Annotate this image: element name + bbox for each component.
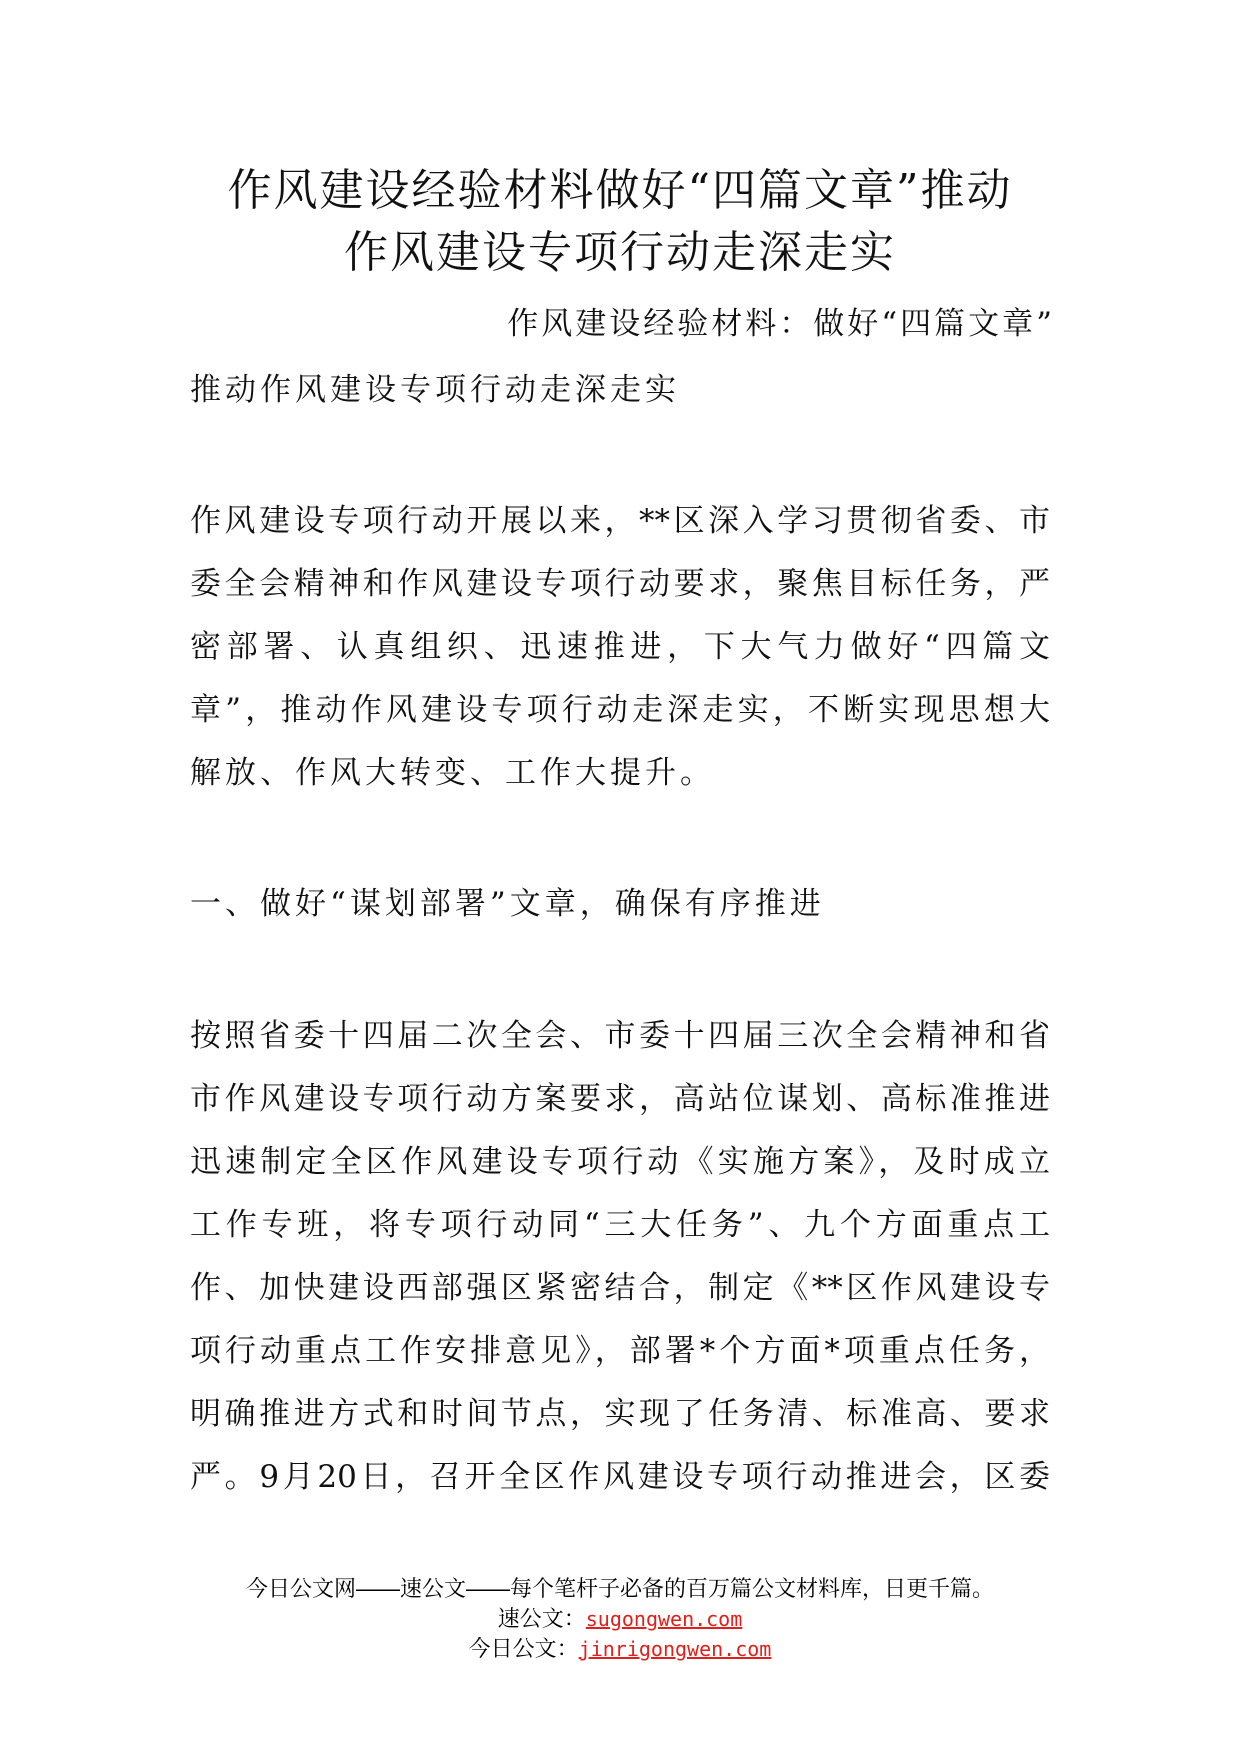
sugongwen-link[interactable]: sugongwen.com	[585, 1607, 743, 1631]
footer-site2	[0, 1634, 1240, 1664]
page-footer	[0, 1574, 1240, 1664]
paragraph-line: 迅速制定全区作风建设专项行动《实施方案》，及时成立	[190, 1144, 1050, 1180]
paragraph-line: 按照省委十四届二次全会、市委十四届三次全会精神和省	[190, 1018, 1050, 1054]
title-line-1: 作风建设经验材料做好“四篇文章”推动	[227, 165, 1013, 216]
footer-site2-label: 今日公文：	[468, 1636, 579, 1661]
jinrigongwen-link[interactable]: jinrigongwen.com	[578, 1637, 772, 1661]
footer-site1-label: 速公文：	[497, 1606, 586, 1631]
paragraph-line: 明确推进方式和时间节点，实现了任务清、标准高、要求	[190, 1396, 1050, 1432]
paragraph-line: 密部署、认真组织、迅速推进，下大气力做好“四篇文	[190, 629, 1050, 665]
paragraph-line: 作、加快建设西部强区紧密结合，制定《**区作风建设专	[190, 1270, 1050, 1306]
paragraph-line: 委全会精神和作风建设专项行动要求，聚焦目标任务，严	[190, 566, 1050, 602]
subtitle-line-1: 作风建设经验材料：做好“四篇文章”	[507, 306, 1055, 342]
paragraph-line: 解放、作风大转变、工作大提升。	[190, 755, 715, 791]
title-line-2: 作风建设专项行动走深走实	[344, 227, 896, 278]
subtitle-line-2: 推动作风建设专项行动走深走实	[190, 372, 680, 408]
paragraph-line: 章”，推动作风建设专项行动走深走实，不断实现思想大	[190, 692, 1050, 728]
paragraph-line: 工作专班，将专项行动同“三大任务”、九个方面重点工	[190, 1207, 1050, 1243]
footer-site1	[0, 1604, 1240, 1634]
paragraph-line: 市作风建设专项行动方案要求，高站位谋划、高标准推进	[190, 1081, 1050, 1117]
paragraph-line: 作风建设专项行动开展以来，**区深入学习贯彻省委、市	[190, 503, 1050, 539]
footer-tagline: 今日公文网——速公文——每个笔杆子必备的百万篇公文材料库，日更千篇。	[245, 1576, 994, 1601]
paragraph-line: 严。9月20日，召开全区作风建设专项行动推进会，区委	[190, 1459, 1050, 1495]
document-title	[150, 160, 1090, 284]
section-heading: 一、做好“谋划部署”文章，确保有序推进	[190, 886, 825, 922]
paragraph-line: 项行动重点工作安排意见》，部署*个方面*项重点任务，	[190, 1333, 1050, 1369]
